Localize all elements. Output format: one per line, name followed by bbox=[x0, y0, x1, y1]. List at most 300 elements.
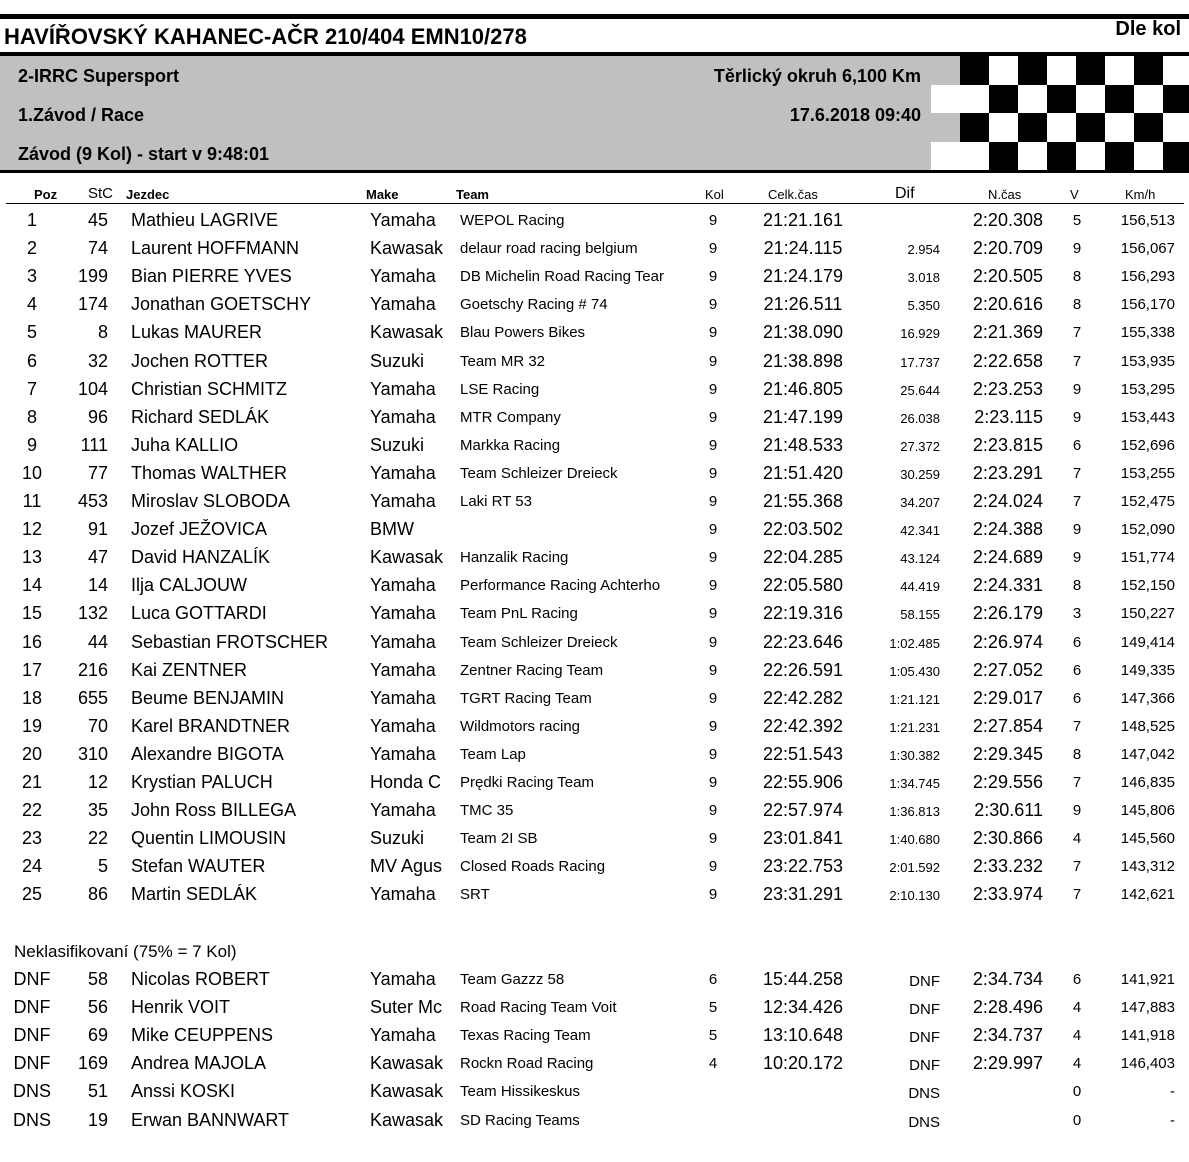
cell-make: Yamaha bbox=[370, 659, 436, 680]
flag-square bbox=[1105, 56, 1134, 85]
flag-square bbox=[1105, 142, 1134, 171]
cell-laps: 9 bbox=[708, 577, 718, 595]
table-row bbox=[0, 433, 1189, 461]
cell-poz: 19 bbox=[21, 715, 43, 736]
cell-laps: 9 bbox=[708, 493, 718, 510]
cell-best-lap: 0 bbox=[1072, 1083, 1082, 1101]
cell-total-time: 21:38.898 bbox=[762, 350, 844, 371]
flag-square bbox=[960, 85, 989, 114]
cell-team: TGRT Racing Team bbox=[460, 689, 592, 707]
cell-team: Team Hissikeskus bbox=[460, 1083, 581, 1101]
cell-team: Prędki Racing Team bbox=[460, 774, 594, 791]
cell-stc: 111 bbox=[80, 434, 108, 455]
cell-stc: 5 bbox=[97, 856, 108, 877]
cell-best-lap: 9 bbox=[1072, 380, 1082, 398]
cell-laps: 9 bbox=[708, 689, 718, 707]
checkered-flag-icon bbox=[918, 56, 1189, 170]
cell-diff: 2:01.592 bbox=[889, 860, 940, 876]
cell-diff: 1:40.680 bbox=[889, 832, 940, 848]
cell-team: Team 2I SB bbox=[460, 830, 538, 848]
cell-best-lap: 6 bbox=[1072, 971, 1082, 988]
cell-best-lap: 8 bbox=[1072, 577, 1082, 595]
cell-total-time: 22:05.580 bbox=[762, 575, 844, 596]
cell-make: BMW bbox=[370, 519, 414, 540]
cell-total-time: 21:24.179 bbox=[762, 266, 844, 287]
cell-laps: 6 bbox=[708, 971, 718, 988]
flag-square bbox=[1018, 85, 1047, 114]
cell-total-time: 22:26.591 bbox=[762, 659, 844, 680]
cell-best-time: 2:20.308 bbox=[972, 210, 1043, 230]
cell-best-time: 2:24.689 bbox=[972, 547, 1043, 568]
cell-best-time: 2:33.974 bbox=[972, 884, 1043, 905]
cell-speed: 156,067 bbox=[1120, 240, 1175, 258]
cell-rider: Andrea MAJOLA bbox=[131, 1053, 267, 1074]
cell-best-time: 2:23.115 bbox=[974, 406, 1043, 427]
flag-square bbox=[1163, 56, 1189, 85]
cell-speed: 151,774 bbox=[1120, 549, 1175, 567]
cell-diff: 26.038 bbox=[900, 410, 940, 426]
class-name: 2-IRRC Supersport bbox=[18, 66, 180, 86]
table-row bbox=[0, 798, 1189, 826]
cell-speed: 150,227 bbox=[1120, 605, 1175, 623]
flag-square bbox=[1134, 85, 1163, 114]
cell-laps: 9 bbox=[708, 745, 718, 763]
cell-total-time: 22:51.543 bbox=[762, 743, 844, 764]
flag-square bbox=[960, 142, 989, 171]
cell-total-time: 12:34.426 bbox=[762, 997, 844, 1018]
cell-best-lap: 9 bbox=[1072, 802, 1082, 820]
cell-best-time: 2:20.505 bbox=[972, 266, 1043, 287]
cell-rider: Quentin LIMOUSIN bbox=[131, 828, 287, 849]
flag-square bbox=[931, 142, 960, 171]
event-title: HAVÍŘOVSKÝ KAHANEC-AČR 210/404 EMN10/278 bbox=[4, 24, 527, 49]
cell-stc: 58 bbox=[87, 969, 108, 989]
cell-laps: 9 bbox=[708, 436, 718, 454]
cell-rider: Anssi KOSKI bbox=[131, 1081, 236, 1102]
cell-laps: 9 bbox=[708, 240, 718, 258]
cell-poz: 1 bbox=[26, 210, 37, 230]
cell-make: Yamaha bbox=[370, 378, 436, 399]
cell-poz: 10 bbox=[21, 462, 43, 483]
flag-square bbox=[1163, 85, 1189, 114]
cell-team: MTR Company bbox=[460, 408, 561, 426]
cell-best-lap: 8 bbox=[1072, 296, 1082, 314]
cell-best-lap: 7 bbox=[1072, 493, 1082, 510]
panel-rule bbox=[0, 170, 1189, 173]
flag-square bbox=[989, 85, 1018, 114]
cell-best-lap: 7 bbox=[1072, 352, 1082, 370]
cell-rider: Krystian PALUCH bbox=[131, 772, 273, 792]
cell-make: Yamaha bbox=[370, 1025, 436, 1046]
cell-rider: Richard SEDLÁK bbox=[131, 406, 270, 427]
cell-laps: 9 bbox=[708, 212, 718, 229]
cell-make: Honda C bbox=[370, 772, 442, 792]
cell-team: SD Racing Teams bbox=[460, 1111, 580, 1129]
cell-laps: 9 bbox=[708, 521, 718, 539]
cell-best-time: 2:29.556 bbox=[972, 772, 1043, 792]
cell-best-lap: 7 bbox=[1072, 886, 1082, 904]
cell-speed: 141,918 bbox=[1120, 1027, 1175, 1045]
cell-rider: Mike CEUPPENS bbox=[131, 1025, 274, 1046]
cell-stc: 104 bbox=[77, 378, 108, 399]
cell-rider: Martin SEDLÁK bbox=[131, 884, 258, 905]
cell-team: Rockn Road Racing bbox=[460, 1055, 594, 1073]
flag-square bbox=[1047, 85, 1076, 114]
race-info: Závod (9 Kol) - start v 9:48:01 bbox=[18, 144, 270, 164]
cell-total-time: 21:48.533 bbox=[762, 434, 844, 455]
cell-speed: 153,255 bbox=[1120, 464, 1175, 482]
cell-stc: 86 bbox=[87, 884, 108, 905]
cell-poz: 11 bbox=[22, 491, 42, 511]
cell-speed: - bbox=[1170, 1111, 1175, 1129]
cell-speed: 156,513 bbox=[1120, 212, 1175, 229]
cell-best-time: 2:24.388 bbox=[972, 519, 1043, 540]
cell-total-time: 22:42.282 bbox=[762, 687, 844, 708]
cell-best-time: 2:24.331 bbox=[972, 575, 1043, 596]
flag-square bbox=[931, 113, 960, 142]
cell-diff: 1:34.745 bbox=[889, 776, 940, 791]
cell-speed: 148,525 bbox=[1120, 717, 1175, 735]
cell-rider: Jochen ROTTER bbox=[131, 350, 269, 371]
col-header-speed: Km/h bbox=[1125, 187, 1156, 202]
cell-team: Team PnL Racing bbox=[460, 605, 578, 623]
col-header-rider: Jezdec bbox=[126, 187, 170, 202]
race-name: 1.Závod / Race bbox=[18, 105, 145, 125]
cell-laps: 9 bbox=[708, 464, 718, 482]
cell-total-time: 22:42.392 bbox=[762, 715, 844, 736]
cell-total-time: 22:19.316 bbox=[762, 603, 844, 624]
cell-stc: 19 bbox=[87, 1109, 108, 1130]
cell-stc: 70 bbox=[87, 715, 108, 736]
table-row bbox=[0, 995, 1189, 1023]
cell-best-lap: 9 bbox=[1072, 521, 1082, 539]
cell-speed: 147,366 bbox=[1120, 689, 1175, 707]
cell-diff: 42.341 bbox=[900, 523, 940, 539]
cell-team: Texas Racing Team bbox=[460, 1027, 591, 1045]
cell-best-lap: 6 bbox=[1072, 661, 1082, 679]
cell-rider: Lukas MAURER bbox=[131, 322, 263, 343]
cell-rider: Mathieu LAGRIVE bbox=[131, 210, 279, 230]
cell-best-time: 2:30.866 bbox=[972, 828, 1043, 849]
cell-make: Yamaha bbox=[370, 800, 436, 821]
cell-total-time: 21:26.511 bbox=[763, 294, 843, 315]
cell-rider: Jonathan GOETSCHY bbox=[131, 294, 312, 315]
cell-team: Team Schleizer Dreieck bbox=[460, 633, 618, 651]
cell-total-time: 13:10.648 bbox=[762, 1025, 844, 1046]
cell-stc: 51 bbox=[87, 1081, 108, 1102]
cell-poz: DNF bbox=[13, 997, 51, 1018]
cell-total-time: 21:24.115 bbox=[763, 238, 843, 259]
table-row bbox=[0, 461, 1189, 489]
cell-rider: Juha KALLIO bbox=[131, 434, 239, 455]
cell-speed: 147,883 bbox=[1120, 999, 1175, 1017]
cell-poz: 18 bbox=[21, 687, 43, 708]
table-row bbox=[0, 630, 1189, 658]
table-row bbox=[0, 1051, 1189, 1079]
cell-stc: 45 bbox=[87, 210, 108, 230]
cell-stc: 655 bbox=[77, 687, 108, 708]
cell-stc: 35 bbox=[87, 800, 108, 821]
cell-speed: 152,090 bbox=[1120, 521, 1175, 539]
cell-diff: DNF bbox=[909, 1001, 940, 1019]
cell-speed: 142,621 bbox=[1120, 886, 1175, 904]
cell-best-lap: 7 bbox=[1072, 717, 1082, 735]
cell-poz: DNS bbox=[12, 1109, 51, 1130]
cell-diff: 30.259 bbox=[900, 466, 940, 482]
cell-diff: 16.929 bbox=[900, 326, 940, 342]
cell-poz: 17 bbox=[21, 659, 43, 680]
table-row bbox=[0, 854, 1189, 882]
cell-diff: 1:30.382 bbox=[889, 747, 940, 763]
cell-poz: 21 bbox=[21, 772, 43, 792]
cell-team: Zentner Racing Team bbox=[460, 661, 604, 679]
cell-rider: Erwan BANNWART bbox=[131, 1109, 290, 1130]
cell-best-time: 2:30.611 bbox=[974, 800, 1043, 821]
cell-make: Suzuki bbox=[370, 828, 425, 849]
cell-speed: 153,935 bbox=[1120, 352, 1175, 370]
cell-rider: Bian PIERRE YVES bbox=[131, 266, 292, 287]
cell-best-time: 2:27.052 bbox=[972, 659, 1043, 680]
cell-speed: 152,696 bbox=[1120, 436, 1175, 454]
cell-best-time: 2:28.496 bbox=[972, 997, 1043, 1018]
cell-best-time: 2:23.291 bbox=[972, 462, 1043, 483]
cell-team: Goetschy Racing # 74 bbox=[460, 296, 608, 314]
cell-best-lap: 9 bbox=[1072, 240, 1082, 258]
flag-square bbox=[960, 56, 989, 85]
cell-poz: 7 bbox=[26, 378, 37, 399]
cell-poz: DNF bbox=[13, 1053, 51, 1074]
cell-total-time: 21:47.199 bbox=[762, 406, 844, 427]
cell-speed: 141,921 bbox=[1120, 971, 1175, 988]
cell-laps: 9 bbox=[708, 268, 718, 286]
cell-total-time: 21:55.368 bbox=[762, 491, 844, 511]
col-header-best-lap: V bbox=[1070, 187, 1079, 202]
flag-square bbox=[1018, 142, 1047, 171]
cell-make: Yamaha bbox=[370, 210, 436, 230]
cell-best-time: 2:27.854 bbox=[972, 715, 1043, 736]
cell-best-lap: 6 bbox=[1072, 689, 1082, 707]
cell-best-time: 2:20.616 bbox=[972, 294, 1043, 315]
cell-laps: 9 bbox=[708, 549, 718, 567]
cell-rider: Thomas WALTHER bbox=[131, 462, 288, 483]
cell-speed: - bbox=[1170, 1083, 1175, 1101]
cell-make: Yamaha bbox=[370, 969, 436, 989]
cell-speed: 156,293 bbox=[1120, 268, 1175, 286]
cell-best-time: 2:33.232 bbox=[972, 856, 1043, 877]
table-row bbox=[0, 517, 1189, 545]
cell-laps: 5 bbox=[708, 999, 718, 1017]
cell-poz: DNF bbox=[13, 1025, 51, 1046]
cell-speed: 146,835 bbox=[1120, 774, 1175, 791]
cell-diff: 1:21.231 bbox=[889, 719, 940, 735]
cell-total-time: 22:04.285 bbox=[762, 547, 844, 568]
cell-make: Suter Mc bbox=[370, 997, 443, 1018]
cell-best-lap: 9 bbox=[1072, 408, 1082, 426]
cell-diff: 17.737 bbox=[900, 354, 940, 370]
cell-total-time: 10:20.172 bbox=[762, 1053, 844, 1074]
cell-laps: 9 bbox=[708, 324, 718, 342]
cell-total-time: 23:01.841 bbox=[762, 828, 844, 849]
cell-make: Yamaha bbox=[370, 575, 436, 596]
table-row bbox=[0, 967, 1189, 995]
cell-total-time: 21:38.090 bbox=[762, 322, 844, 343]
cell-best-time: 2:23.253 bbox=[972, 378, 1043, 399]
flag-square bbox=[1076, 113, 1105, 142]
flag-square bbox=[989, 56, 1018, 85]
cell-poz: 25 bbox=[21, 884, 43, 905]
cell-best-time: 2:22.658 bbox=[972, 350, 1043, 371]
cell-rider: Luca GOTTARDI bbox=[131, 603, 267, 624]
cell-make: Kawasak bbox=[370, 322, 444, 343]
flag-square bbox=[1047, 142, 1076, 171]
cell-poz: 13 bbox=[21, 547, 43, 568]
cell-rider: Nicolas ROBERT bbox=[131, 969, 270, 989]
cell-laps: 9 bbox=[708, 352, 718, 370]
flag-square bbox=[960, 113, 989, 142]
cell-diff: 1:02.485 bbox=[889, 635, 940, 651]
cell-poz: 12 bbox=[21, 519, 43, 540]
cell-team: Team Schleizer Dreieck bbox=[460, 464, 618, 482]
cell-stc: 47 bbox=[87, 547, 108, 568]
table-row bbox=[0, 405, 1189, 433]
cell-make: Yamaha bbox=[370, 715, 436, 736]
cell-best-lap: 9 bbox=[1072, 549, 1082, 567]
cell-diff: DNF bbox=[909, 1057, 940, 1075]
flag-square bbox=[931, 56, 960, 85]
cell-speed: 152,150 bbox=[1120, 577, 1175, 595]
cell-best-lap: 4 bbox=[1072, 830, 1082, 848]
cell-total-time: 22:03.502 bbox=[762, 519, 844, 540]
cell-stc: 91 bbox=[87, 519, 108, 540]
cell-speed: 145,806 bbox=[1120, 802, 1175, 820]
cell-laps: 9 bbox=[708, 886, 718, 904]
cell-stc: 56 bbox=[87, 997, 108, 1018]
cell-team: Markka Racing bbox=[460, 436, 561, 454]
cell-best-lap: 6 bbox=[1072, 436, 1082, 454]
flag-square bbox=[931, 85, 960, 114]
cell-diff: 1:21.121 bbox=[889, 691, 940, 707]
flag-square bbox=[1134, 56, 1163, 85]
cell-laps: 9 bbox=[708, 633, 718, 651]
table-row bbox=[0, 714, 1189, 742]
cell-diff: 25.644 bbox=[900, 382, 940, 398]
cell-best-lap: 7 bbox=[1072, 464, 1082, 482]
cell-best-time: 2:29.017 bbox=[972, 687, 1043, 708]
cell-best-time: 2:24.024 bbox=[972, 491, 1043, 511]
cell-stc: 74 bbox=[87, 238, 108, 259]
flag-square bbox=[1076, 142, 1105, 171]
cell-stc: 310 bbox=[77, 743, 108, 764]
cell-rider: Christian SCHMITZ bbox=[131, 378, 288, 399]
cell-best-lap: 8 bbox=[1072, 268, 1082, 286]
cell-make: Yamaha bbox=[370, 603, 436, 624]
cell-total-time: 23:22.753 bbox=[762, 856, 844, 877]
flag-square bbox=[1105, 113, 1134, 142]
cell-stc: 199 bbox=[77, 266, 108, 287]
cell-poz: 8 bbox=[26, 406, 37, 427]
cell-stc: 174 bbox=[77, 294, 108, 315]
cell-team: Team Lap bbox=[460, 745, 526, 763]
cell-make: Kawasak bbox=[370, 547, 444, 568]
cell-laps: 9 bbox=[708, 802, 718, 820]
cell-diff: DNS bbox=[908, 1085, 940, 1103]
cell-team: Performance Racing Achterho bbox=[460, 577, 661, 595]
cell-speed: 143,312 bbox=[1120, 858, 1175, 876]
flag-square bbox=[1047, 56, 1076, 85]
cell-make: Kawasak bbox=[370, 238, 444, 259]
col-header-total: Celk.čas bbox=[768, 187, 818, 202]
cell-total-time: 21:21.161 bbox=[762, 210, 844, 230]
cell-stc: 44 bbox=[87, 631, 108, 652]
cell-total-time: 21:51.420 bbox=[762, 462, 844, 483]
cell-make: Yamaha bbox=[370, 491, 436, 511]
cell-total-time: 15:44.258 bbox=[762, 969, 844, 989]
cell-diff: 3.018 bbox=[907, 270, 940, 286]
cell-laps: 9 bbox=[708, 774, 718, 791]
cell-poz: 24 bbox=[21, 856, 43, 877]
cell-team: Hanzalik Racing bbox=[460, 549, 569, 567]
col-header-laps: Kol bbox=[705, 187, 724, 202]
cell-laps: 9 bbox=[708, 380, 718, 398]
cell-laps: 5 bbox=[708, 1027, 718, 1045]
cell-stc: 22 bbox=[87, 828, 108, 849]
cell-team: Laki RT 53 bbox=[460, 493, 532, 510]
top-rule bbox=[0, 14, 1189, 19]
cell-team: delaur road racing belgium bbox=[460, 240, 638, 258]
cell-make: Yamaha bbox=[370, 631, 436, 652]
cell-total-time: 23:31.291 bbox=[762, 884, 844, 905]
cell-diff: 27.372 bbox=[900, 438, 940, 454]
cell-diff: DNF bbox=[909, 1029, 940, 1047]
sort-mode-label: Dle kol bbox=[1115, 18, 1181, 40]
cell-best-time: 2:21.369 bbox=[972, 322, 1043, 343]
table-row bbox=[0, 686, 1189, 714]
table-row bbox=[0, 489, 1189, 517]
cell-total-time: 21:46.805 bbox=[762, 378, 844, 399]
table-row bbox=[0, 236, 1189, 264]
table-row bbox=[0, 349, 1189, 377]
race-datetime: 17.6.2018 09:40 bbox=[789, 105, 921, 125]
cell-diff: 58.155 bbox=[900, 607, 940, 623]
cell-stc: 132 bbox=[77, 603, 108, 624]
cell-diff: 34.207 bbox=[900, 495, 940, 510]
cell-rider: Laurent HOFFMANN bbox=[131, 238, 300, 259]
cell-best-lap: 3 bbox=[1072, 605, 1082, 623]
table-row bbox=[0, 377, 1189, 405]
cell-best-time: 2:34.737 bbox=[972, 1025, 1043, 1046]
cell-best-time: 2:34.734 bbox=[972, 969, 1043, 989]
flag-square bbox=[989, 142, 1018, 171]
cell-team: Blau Powers Bikes bbox=[460, 324, 586, 342]
cell-laps: 9 bbox=[708, 717, 718, 735]
cell-rider: Ilja CALJOUW bbox=[131, 575, 248, 596]
cell-stc: 77 bbox=[87, 462, 108, 483]
cell-diff: 5.350 bbox=[907, 298, 940, 314]
cell-diff: 43.124 bbox=[900, 551, 940, 567]
cell-make: MV Agus bbox=[370, 856, 443, 877]
cell-make: Yamaha bbox=[370, 687, 436, 708]
cell-make: Kawasak bbox=[370, 1081, 444, 1102]
unclassified-label: Neklasifikovaní (75% = 7 Kol) bbox=[14, 942, 237, 961]
cell-total-time: 22:23.646 bbox=[762, 631, 844, 652]
table-row bbox=[0, 545, 1189, 573]
flag-square bbox=[1163, 142, 1189, 171]
table-row bbox=[0, 1023, 1189, 1051]
table-row bbox=[0, 264, 1189, 292]
flag-square bbox=[1076, 56, 1105, 85]
cell-laps: 9 bbox=[708, 858, 718, 876]
cell-speed: 147,042 bbox=[1120, 745, 1175, 763]
